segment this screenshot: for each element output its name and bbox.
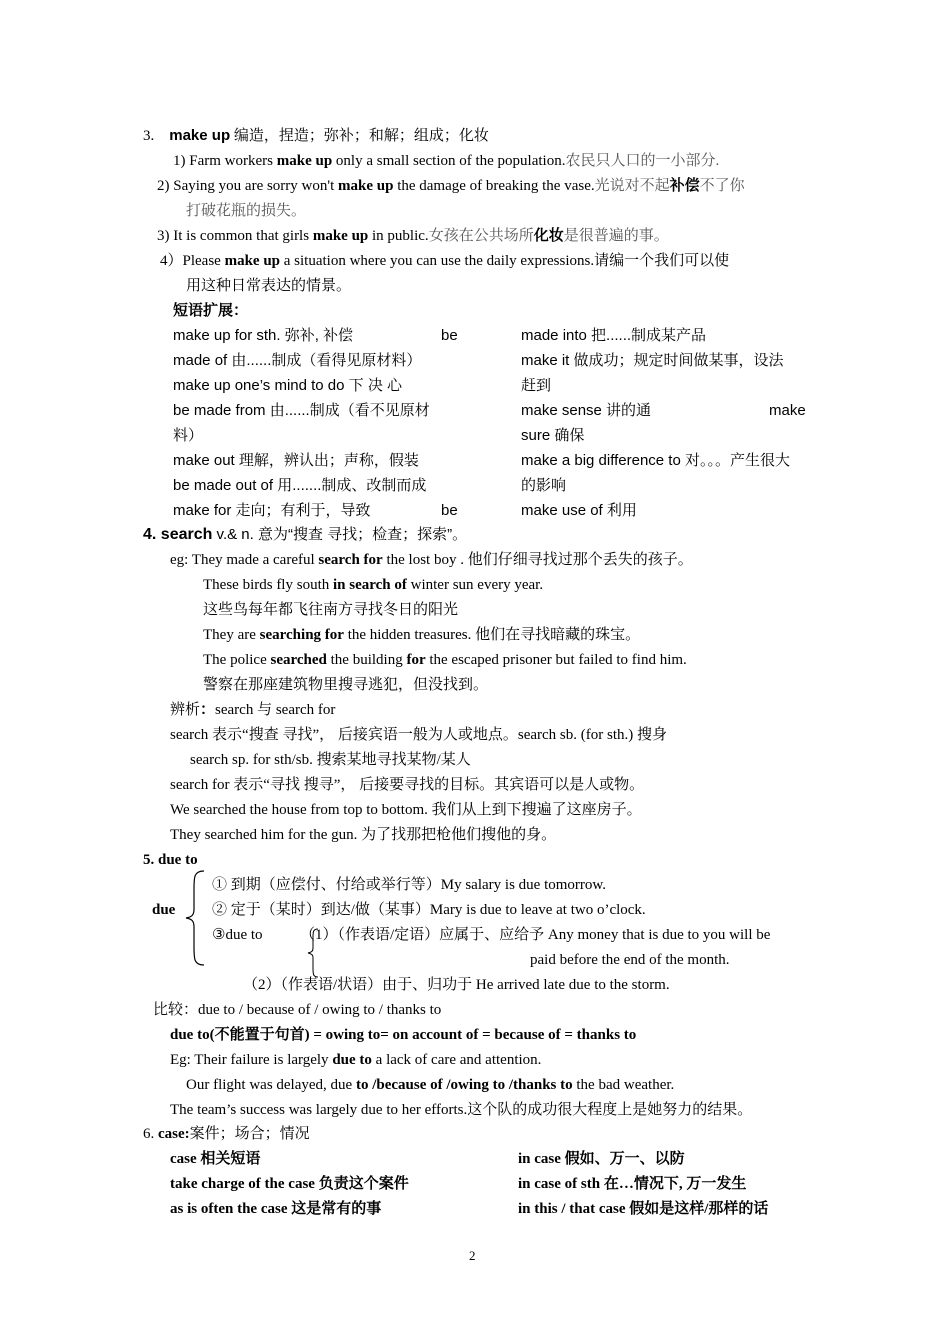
due-meaning-3: ③due to xyxy=(212,927,263,943)
distinction-label: 辨析 xyxy=(170,702,201,718)
example-1 xyxy=(173,151,719,171)
due-example-2 xyxy=(186,1075,674,1095)
phrase-left: be made out of 用.......制成、改制而成 xyxy=(173,477,427,494)
example-translation-bold: 补偿 xyxy=(669,178,700,194)
distinction-line: search 表示“搜查 寻找”， 后接宾语一般为人或地点。search sb. (for sth.) 搜身 xyxy=(170,727,668,743)
example-2 xyxy=(157,176,745,196)
phrase-right: make a big difference to 对。。。产生很大 xyxy=(521,452,790,469)
example-text: 2) Saying you are sorry won't xyxy=(157,178,339,194)
example-text: The police xyxy=(203,652,271,668)
section-meanings: 编造，捏造；弥补；和解；组成；化妆 xyxy=(230,128,489,144)
phrase-right: make use of 利用 xyxy=(521,502,637,519)
phrase-right: make sense 讲的通 xyxy=(521,402,652,419)
case-phrase: in case 假如、万一、以防 xyxy=(518,1151,685,1167)
section-5-heading: 5. due to xyxy=(143,852,198,868)
example-text: eg: They made a careful xyxy=(170,552,319,568)
due-meaning-3-2: （2）（作表语/状语）由于、归功于 He arrived late due to the storm. xyxy=(243,977,670,993)
example-text: the lost boy . 他们仔细寻找过那个丢失的孩子。 xyxy=(382,552,693,568)
example-bold: due to xyxy=(332,1052,372,1068)
phrase-fragment: be xyxy=(441,502,458,519)
example-text: 4）Please xyxy=(160,253,225,269)
example-text: the escaped prisoner but failed to find him. xyxy=(425,652,687,668)
phrase-right: 赶到 xyxy=(521,377,552,394)
search-example-1 xyxy=(170,550,693,570)
example-translation: 光说对不起 xyxy=(594,178,670,194)
example-bold: make up xyxy=(338,178,394,194)
example-text: a situation where you can use the daily expressions. xyxy=(280,253,595,269)
search-example-2 xyxy=(203,575,543,595)
example-bold: searching for xyxy=(259,627,344,643)
page-number: 2 xyxy=(469,1248,476,1263)
due-example-1 xyxy=(170,1050,541,1070)
distinction-line: We searched the house from top to bottom. 我们从上到下搜遍了这座房子。 xyxy=(170,802,642,818)
phrase-left: make out 理解，辨认出；声称，假装 xyxy=(173,452,419,469)
due-meaning-1: ① 到期（应偿付、付给或举行等）My salary is due tomorrow. xyxy=(212,877,607,893)
example-4-cont: 用这种日常表达的情景。 xyxy=(186,278,352,294)
comparison-line: 比较：due to / because of / owing to / thanks to xyxy=(153,1002,442,1018)
phrase-right: 的影响 xyxy=(521,477,567,494)
section-meanings: 案件；场合；情况 xyxy=(189,1126,310,1142)
phrase-left: make up one’s mind to do 下 决 心 xyxy=(173,377,402,394)
case-phrase: in case of sth 在…情况下, 万一发生 xyxy=(518,1176,747,1192)
phrase-right: made into 把......制成某产品 xyxy=(521,327,707,344)
example-text: the damage of breaking the vase. xyxy=(393,178,595,194)
section-number: 6. xyxy=(143,1126,158,1142)
section-3-heading xyxy=(143,126,489,146)
phrase-left: make for 走向；有利于，导致 xyxy=(173,502,371,519)
due-meaning-3-1-cont: paid before the end of the month. xyxy=(530,952,730,968)
phrase-right: make xyxy=(769,402,806,419)
example-text: Our flight was delayed, due xyxy=(186,1077,356,1093)
search-example-4 xyxy=(203,650,687,670)
phrase-left: 料） xyxy=(173,427,204,444)
example-3 xyxy=(157,226,669,246)
distinction-colon: ： xyxy=(200,702,216,718)
example-text: in public. xyxy=(368,228,429,244)
example-translation: 女孩在公共场所 xyxy=(428,228,534,244)
case-phrase: take charge of the case 负责这个案件 xyxy=(170,1176,409,1192)
example-translation: 农民只人口的一小部分. xyxy=(565,153,720,169)
section-term: case: xyxy=(158,1126,190,1142)
example-text: 1) Farm workers xyxy=(173,153,277,169)
case-phrase: as is often the case 这是常有的事 xyxy=(170,1201,382,1217)
phrase-left: be made from 由......制成（看不见原材 xyxy=(173,402,430,419)
example-text: the hidden treasures. 他们在寻找暗藏的珠宝。 xyxy=(343,627,641,643)
section-number: 3. xyxy=(143,128,155,144)
phrase-fragment: be xyxy=(441,327,458,344)
example-translation: 请编一个我们可以使 xyxy=(594,253,730,269)
distinction-line: They searched him for the gun. 为了找那把枪他们搜他的身。 xyxy=(170,827,557,843)
example-text: These birds fly south xyxy=(203,577,333,593)
example-bold: make up xyxy=(312,228,369,244)
search-example-4-cn: 警察在那座建筑物里搜寻逃犯，但没找到。 xyxy=(203,677,489,693)
example-bold: for xyxy=(406,652,426,668)
example-bold: in search of xyxy=(332,577,407,593)
example-text: only a small section of the population. xyxy=(332,153,566,169)
example-bold: make up xyxy=(224,253,281,269)
distinction-heading xyxy=(170,700,335,720)
example-bold: to /because of /owing to /thanks to xyxy=(355,1077,573,1093)
search-example-3 xyxy=(203,625,640,645)
section-term: 4. search xyxy=(143,526,213,543)
due-example-3: The team’s success was largely due to her efforts.这个队的成功很大程度上是她努力的结果。 xyxy=(170,1102,753,1118)
due-label: due xyxy=(152,902,176,918)
small-brace xyxy=(306,928,320,978)
phrase-right: make it 做成功；规定时间做某事，设法 xyxy=(521,352,784,369)
section-meanings: v.& n. 意为“搜查 寻找；检查；探索”。 xyxy=(212,526,468,543)
section-4-heading xyxy=(143,525,467,545)
left-brace xyxy=(184,869,206,967)
search-example-2-cn: 这些鸟每年都飞往南方寻找冬日的阳光 xyxy=(203,602,459,618)
section-term: make up xyxy=(169,127,231,144)
phrase-right: sure 确保 xyxy=(521,427,585,444)
example-2-cont: 打破花瓶的损失。 xyxy=(186,203,307,219)
distinction-line: search sp. for sth/sb. 搜索某地寻找某物/某人 xyxy=(190,752,471,768)
example-text: the building xyxy=(326,652,407,668)
example-text: 3) It is common that girls xyxy=(157,228,313,244)
example-text: They are xyxy=(203,627,260,643)
section-6-heading xyxy=(143,1124,310,1144)
example-text: a lack of care and attention. xyxy=(371,1052,542,1068)
example-translation-bold: 化妆 xyxy=(533,228,564,244)
due-meaning-2: ② 定于（某时）到达/做（某事）Mary is due to leave at two o’clock. xyxy=(212,902,646,918)
example-translation: 是很普遍的事。 xyxy=(563,228,669,244)
example-text: Eg: Their failure is largely xyxy=(170,1052,333,1068)
distinction-line: search for 表示“寻找 搜寻”， 后接要寻找的目标。其宾语可以是人或物。 xyxy=(170,777,645,793)
example-bold: searched xyxy=(270,652,327,668)
example-bold: make up xyxy=(276,153,333,169)
phrase-left: make up for sth. 弥补, 补偿 xyxy=(173,327,354,344)
example-bold: search for xyxy=(318,552,383,568)
example-translation: 不了你 xyxy=(699,178,745,194)
case-phrase: case 相关短语 xyxy=(170,1151,261,1167)
expansion-heading: 短语扩展： xyxy=(173,302,249,319)
case-phrase: in this / that case 假如是这样/那样的话 xyxy=(518,1201,769,1217)
distinction-terms: search 与 search for xyxy=(215,702,336,718)
example-text: the bad weather. xyxy=(572,1077,675,1093)
due-meaning-3-1: （1）（作表语/定语）应属于、应给予 Any money that is due to you will be xyxy=(300,927,771,943)
example-text: winter sun every year. xyxy=(406,577,544,593)
equivalence-line: due to(不能置于句首) = owing to= on account of = because of = thanks to xyxy=(170,1027,637,1043)
example-4 xyxy=(160,251,729,271)
phrase-left: made of 由......制成（看得见原材料） xyxy=(173,352,422,369)
